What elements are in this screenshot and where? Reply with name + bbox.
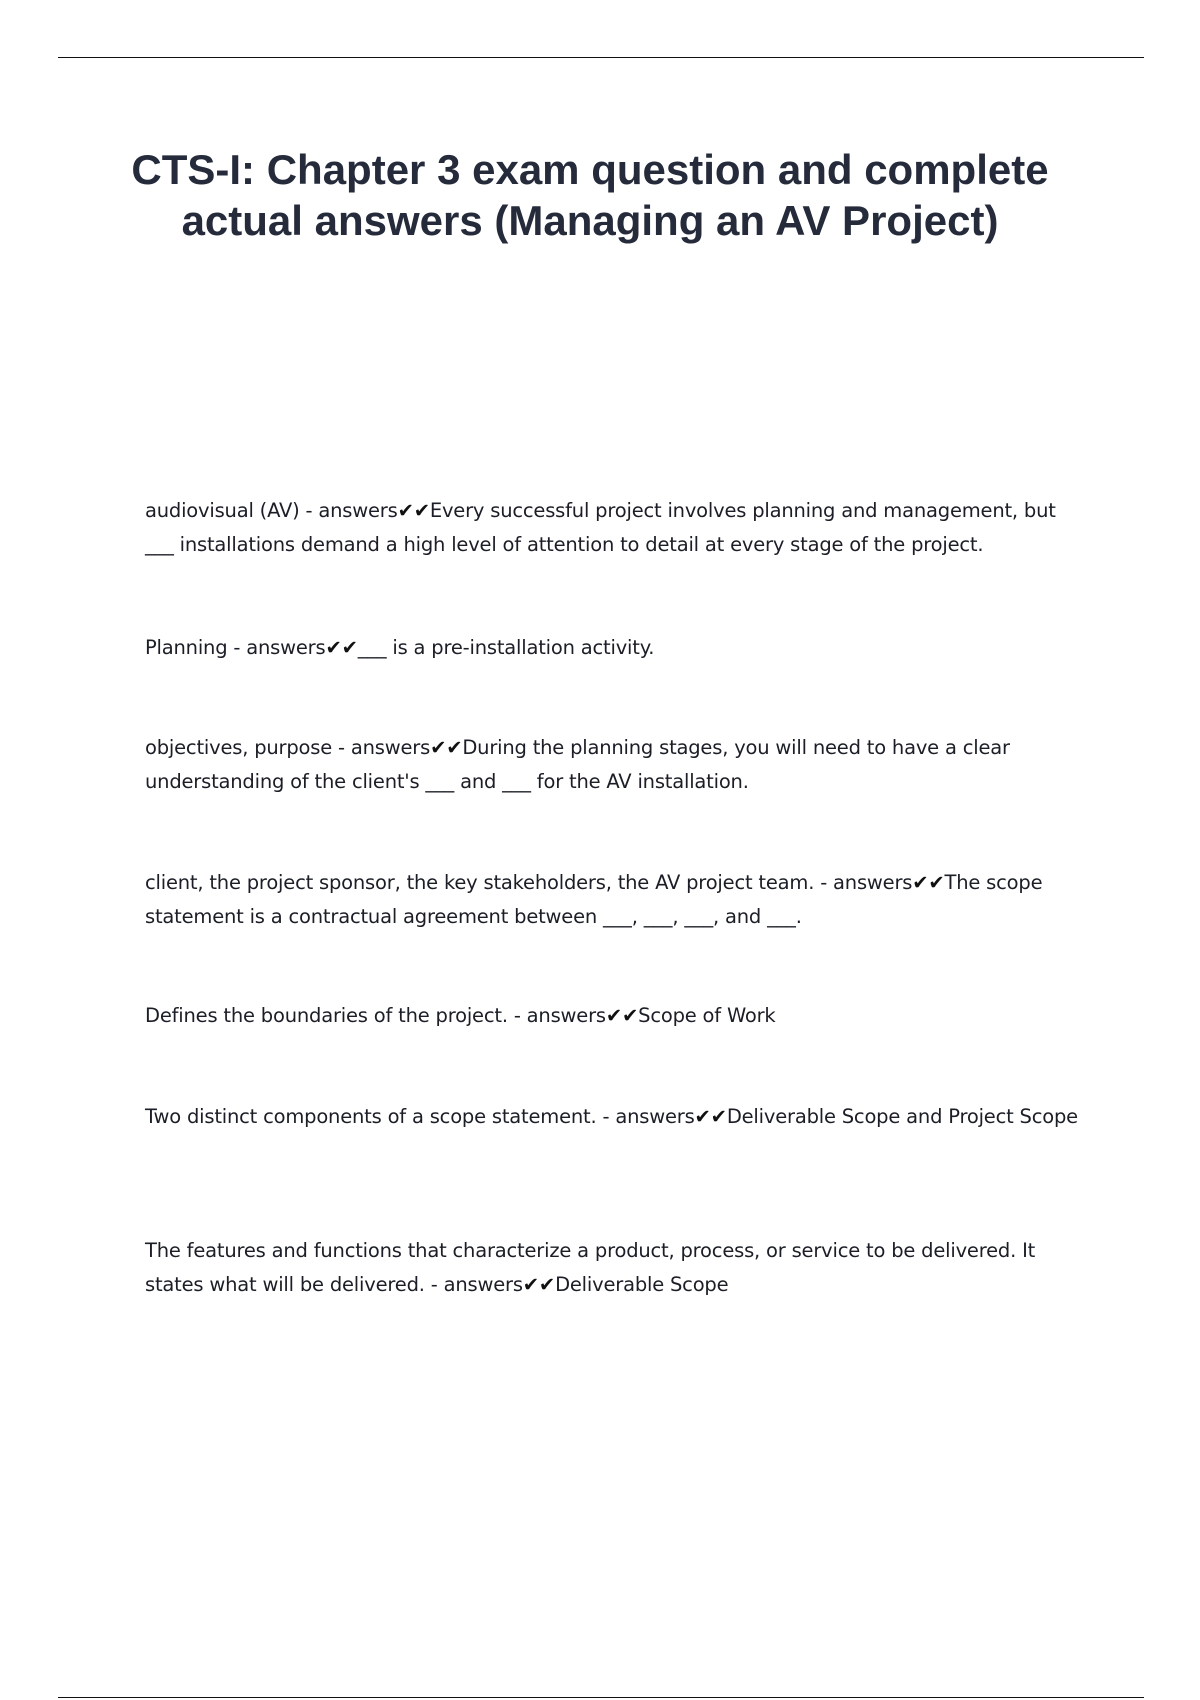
qa-item xyxy=(145,631,1085,665)
qa-term: objectives, purpose xyxy=(145,736,333,759)
answers-separator: - answers xyxy=(507,1004,606,1027)
page-title: CTS-I: Chapter 3 exam question and complete actual answers (Managing an AV Project) xyxy=(131,146,1049,244)
bottom-rule xyxy=(58,1697,1144,1698)
top-rule xyxy=(58,57,1144,58)
qa-definition: ___ is a pre-installation activity. xyxy=(357,636,655,659)
qa-item xyxy=(145,866,1085,934)
double-check-icon: ✔✔ xyxy=(605,1004,639,1027)
qa-item xyxy=(145,494,1085,562)
qa-definition: Every successful project involves planning and management, but ___ installations demand a high level of attention to detail at every stage of the project. xyxy=(145,499,1056,556)
answers-separator: - answers xyxy=(227,636,326,659)
answers-separator: - answers xyxy=(596,1105,695,1128)
qa-definition: Deliverable Scope xyxy=(555,1273,729,1296)
qa-definition: Scope of Work xyxy=(638,1004,776,1027)
qa-term: Defines the boundaries of the project. xyxy=(145,1004,508,1027)
qa-term: audiovisual (AV) xyxy=(145,499,300,522)
double-check-icon: ✔✔ xyxy=(522,1273,556,1296)
qa-item xyxy=(145,1100,1085,1134)
qa-term: Two distinct components of a scope statement. xyxy=(145,1105,597,1128)
answers-separator: - answers xyxy=(332,736,431,759)
double-check-icon: ✔✔ xyxy=(325,636,358,659)
qa-term: client, the project sponsor, the key stakeholders, the AV project team. xyxy=(145,871,815,894)
qa-item xyxy=(145,731,1085,799)
qa-definition: The scope statement is a contractual agreement between ___, ___, ___, and ___. xyxy=(145,871,1043,928)
double-check-icon: ✔✔ xyxy=(430,736,463,759)
qa-definition: During the planning stages, you will need to have a clear understanding of the client's ___ and ___ for the AV installation. xyxy=(145,736,1010,793)
answers-separator: - answers xyxy=(299,499,398,522)
double-check-icon: ✔✔ xyxy=(912,871,945,894)
double-check-icon: ✔✔ xyxy=(397,499,430,522)
qa-item xyxy=(145,999,1085,1033)
qa-definition: Deliverable Scope and Project Scope xyxy=(726,1105,1078,1128)
qa-item xyxy=(145,1234,1085,1302)
qa-term: Planning xyxy=(145,636,228,659)
answers-separator: - answers xyxy=(814,871,913,894)
answers-separator: - answers xyxy=(424,1273,523,1296)
double-check-icon: ✔✔ xyxy=(694,1105,727,1128)
qa-term: The features and functions that characterize a product, process, or service to be delivered. It states what will be delivered. xyxy=(145,1239,1036,1296)
